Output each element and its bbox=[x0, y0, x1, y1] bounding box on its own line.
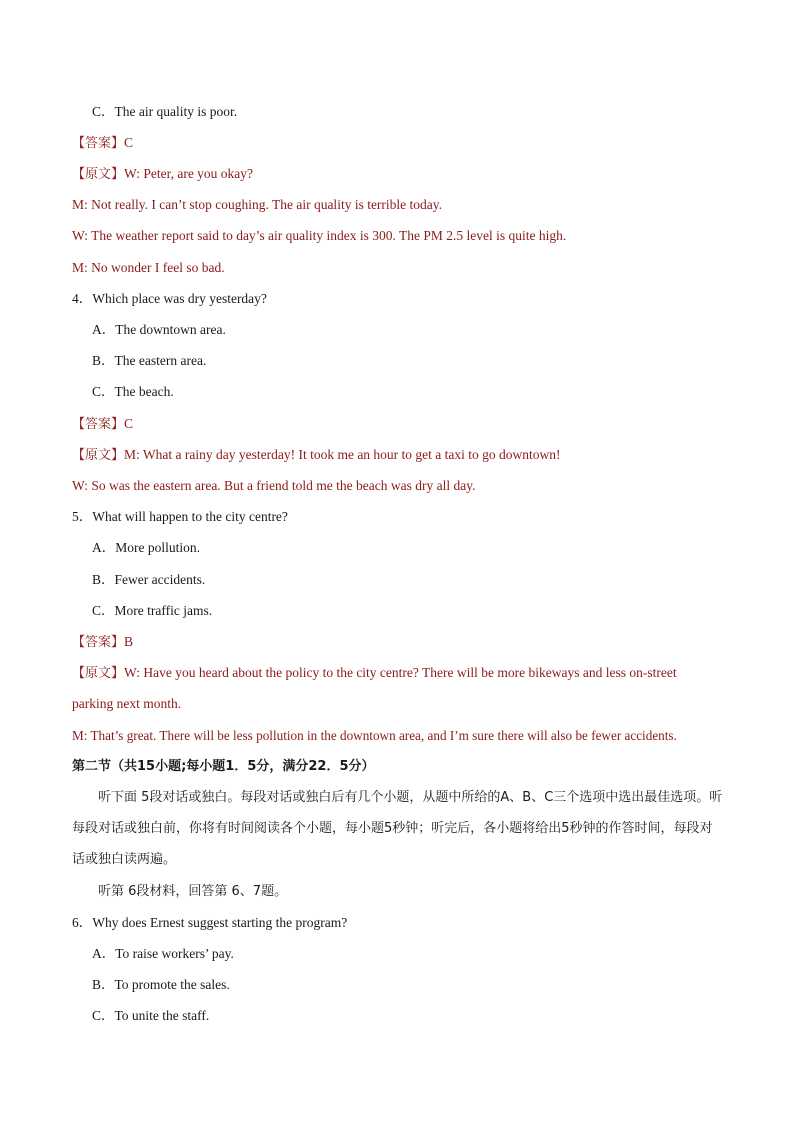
q4-option-c: C．The beach. bbox=[92, 384, 174, 399]
q4-script-line: W: So was the eastern area. But a friend told me the beach was dry all day. bbox=[72, 478, 476, 493]
material-note: 听第 6段材料，回答第 6、7题。 bbox=[98, 884, 288, 899]
q3-script-line: W: The weather report said to day’s air quality index is 300. The PM 2.5 level is quite high. bbox=[72, 228, 567, 243]
q5-answer bbox=[72, 633, 133, 652]
q6-question: 6．Why does Ernest suggest starting the program? bbox=[72, 915, 348, 930]
q5-question: 5．What will happen to the city centre? bbox=[72, 509, 288, 524]
section-instructions bbox=[72, 782, 724, 875]
q4-option-a: A．The downtown area. bbox=[92, 322, 226, 337]
answer-value: B bbox=[124, 634, 134, 649]
script-tag: 【原文】 bbox=[72, 167, 125, 182]
instructions-text: 听下面 5段对话或独白。每段对话或独白后有几个小题，从题中所给的A、B、C三个选项中选出最佳选项。听每段对话或独白前，你将有时间阅读各个小题，每小题5秒钟；听完后，各小题将给出5秒钟的作答时间，每段对话或独白读两遍。 bbox=[72, 790, 723, 867]
script-text: W: Peter, are you okay? bbox=[124, 166, 254, 181]
script-tag: 【原文】 bbox=[72, 448, 125, 463]
q5-script-line bbox=[72, 664, 677, 683]
q6-option-a: A．To raise workers’ pay. bbox=[92, 946, 234, 961]
answer-value: C bbox=[124, 135, 134, 150]
q4-option-b: B．The eastern area. bbox=[92, 353, 207, 368]
q5-option-c: C．More traffic jams. bbox=[92, 603, 213, 618]
answer-tag: 【答案】 bbox=[72, 635, 125, 650]
script-tag: 【原文】 bbox=[72, 666, 125, 681]
q4-question: 4．Which place was dry yesterday? bbox=[72, 291, 267, 306]
q5-option-b: B．Fewer accidents. bbox=[92, 572, 206, 587]
answer-tag: 【答案】 bbox=[72, 417, 125, 432]
q4-script-line bbox=[72, 446, 561, 465]
q3-answer bbox=[72, 134, 133, 153]
q5-script-line: M: That’s great. There will be less pollution in the downtown area, and I’m sure there will also be fewer accidents. bbox=[72, 728, 677, 743]
q6-option-c: C．To unite the staff. bbox=[92, 1008, 210, 1023]
answer-tag: 【答案】 bbox=[72, 136, 125, 151]
q3-script-line: M: No wonder I feel so bad. bbox=[72, 260, 225, 275]
section-heading: 第二节（共15小题;每小题1．5分，满分22．5分） bbox=[72, 759, 375, 774]
answer-value: C bbox=[124, 416, 134, 431]
script-text: W: Have you heard about the policy to the city centre? There will be more bikeways and less on-street bbox=[124, 665, 677, 680]
q5-option-a: A．More pollution. bbox=[92, 540, 200, 555]
q5-script-line: parking next month. bbox=[72, 696, 182, 711]
q4-answer bbox=[72, 415, 133, 434]
q3-script-line bbox=[72, 165, 253, 184]
q6-option-b: B．To promote the sales. bbox=[92, 977, 230, 992]
q3-option-c: C．The air quality is poor. bbox=[92, 104, 238, 119]
script-text: M: What a rainy day yesterday! It took me an hour to get a taxi to go downtown! bbox=[124, 447, 561, 462]
q3-script-line: M: Not really. I can’t stop coughing. The air quality is terrible today. bbox=[72, 197, 443, 212]
